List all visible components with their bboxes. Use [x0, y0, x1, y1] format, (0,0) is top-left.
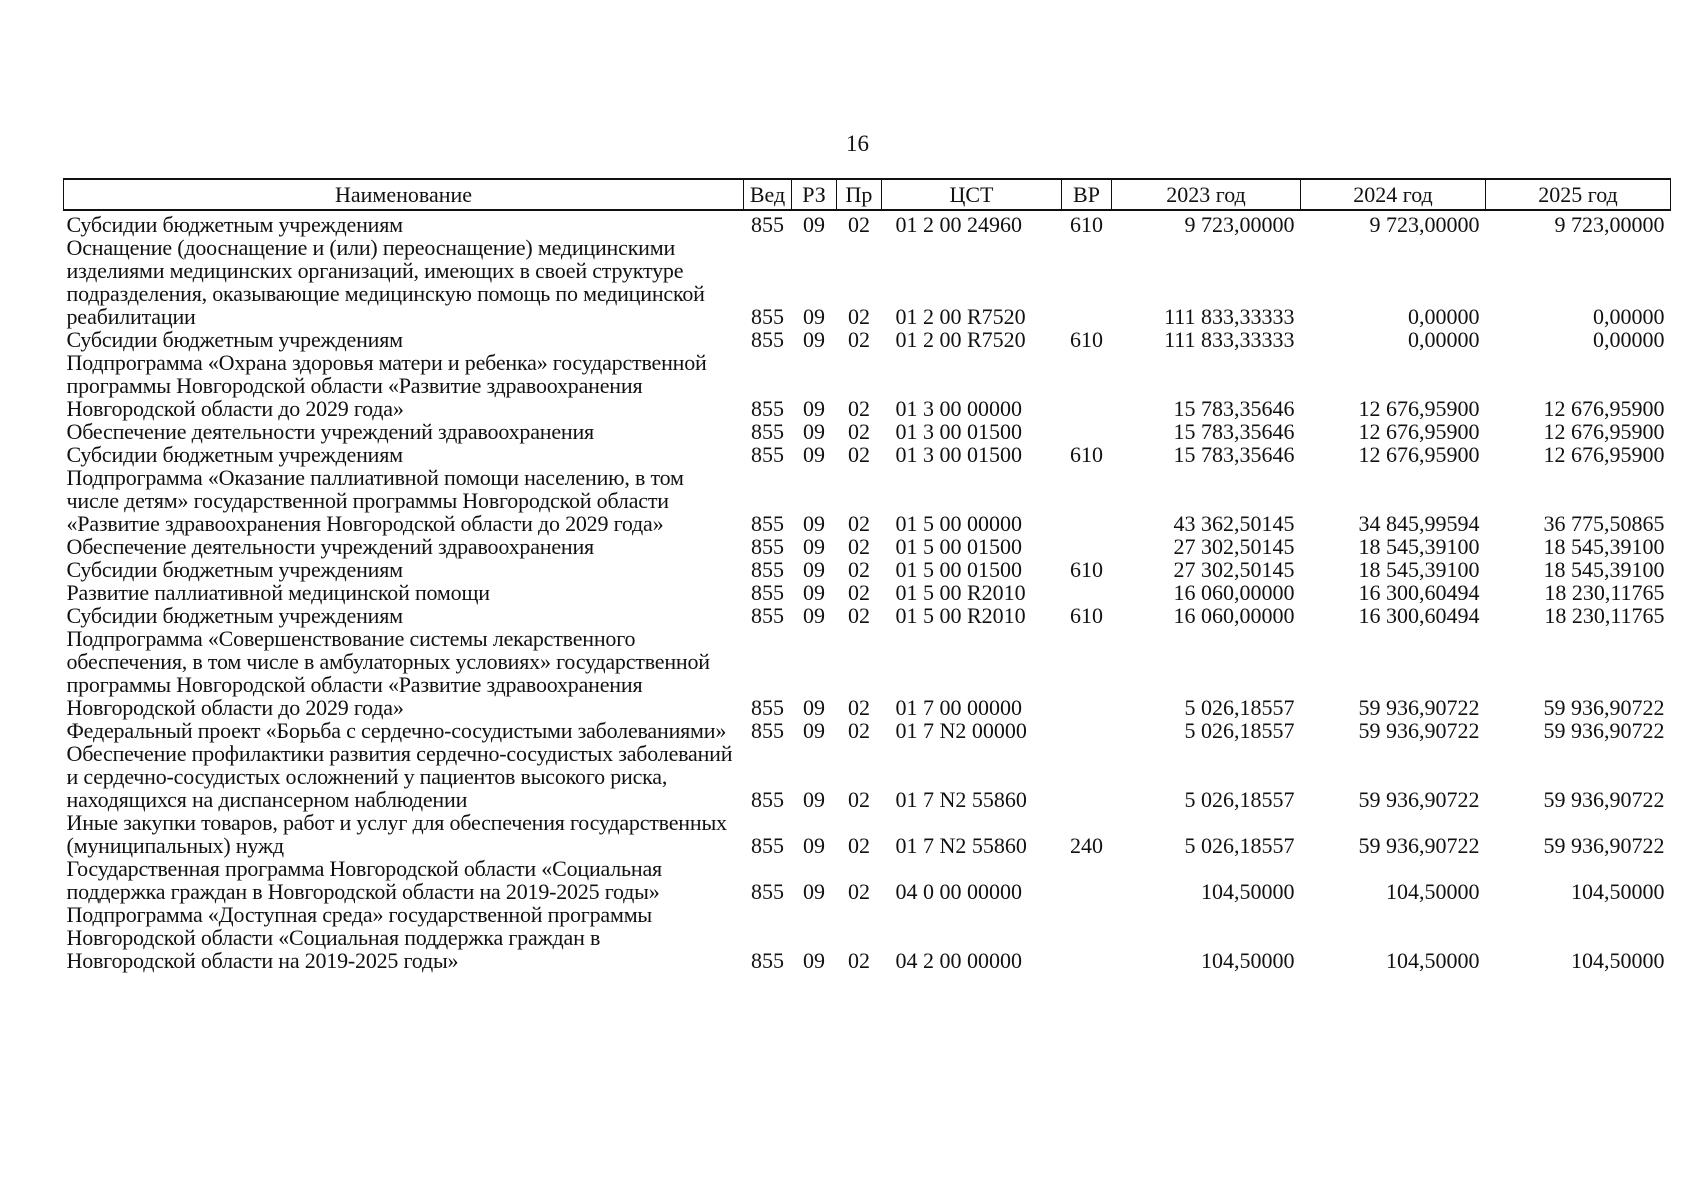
cell-cst: 01 2 00 R7520 — [895, 304, 1026, 329]
cell-2025: 104,50000 — [1571, 948, 1665, 973]
cell-ved: 855 — [751, 511, 784, 536]
cell-ved: 855 — [751, 695, 784, 720]
cell-pr: 02 — [848, 787, 870, 812]
cell-2023: 16 060,00000 — [1173, 603, 1295, 628]
cell-ved: 855 — [751, 557, 784, 582]
cell-vr: 610 — [1070, 442, 1103, 467]
col-header-2025: 2025 год — [1486, 179, 1671, 210]
cell-2023: 15 783,35646 — [1173, 396, 1295, 421]
cell-vr: 610 — [1070, 327, 1103, 352]
cell-rz: 09 — [803, 396, 825, 421]
cell-cst: 01 5 00 R2010 — [895, 580, 1026, 605]
cell-rz: 09 — [803, 212, 825, 237]
cell-rz: 09 — [803, 327, 825, 352]
cell-vr — [1062, 903, 1112, 972]
cell-2024: 16 300,60494 — [1358, 580, 1480, 605]
cell-vr: 240 — [1070, 833, 1103, 858]
table-row — [64, 443, 1671, 466]
cell-vr — [1062, 466, 1112, 535]
cell-2025: 12 676,95900 — [1543, 419, 1665, 444]
cell-rz: 09 — [803, 419, 825, 444]
cell-2024: 34 845,99594 — [1358, 511, 1480, 536]
cell-ved: 855 — [751, 534, 784, 559]
cell-pr: 02 — [848, 603, 870, 628]
cell-2025: 18 230,11765 — [1544, 580, 1665, 605]
cell-pr: 02 — [848, 580, 870, 605]
cell-pr: 02 — [848, 419, 870, 444]
cell-2024: 12 676,95900 — [1358, 419, 1480, 444]
table-row — [64, 236, 1671, 328]
table-row — [64, 210, 1671, 236]
cell-cst: 01 7 N2 00000 — [895, 718, 1027, 743]
cell-vr: 610 — [1070, 603, 1103, 628]
cell-vr — [1062, 351, 1112, 420]
cell-ved: 855 — [751, 442, 784, 467]
cell-pr: 02 — [848, 948, 870, 973]
cell-2024: 16 300,60494 — [1358, 603, 1480, 628]
cell-vr — [1062, 236, 1112, 328]
cell-2023: 5 026,18557 — [1184, 695, 1295, 720]
col-header-rz: РЗ — [792, 179, 837, 210]
cell-2025: 59 936,90722 — [1543, 718, 1665, 743]
cell-ved: 855 — [751, 580, 784, 605]
cell-cst: 04 0 00 00000 — [895, 879, 1022, 904]
cell-rz: 09 — [803, 603, 825, 628]
cell-2023: 15 783,35646 — [1173, 442, 1295, 467]
cell-cst: 01 7 N2 55860 — [895, 833, 1027, 858]
cell-name: Оснащение (дооснащение и (или) переоснащение) медицинскими изделиями медицинских организаций, имеющих в своей структуре подразделения, оказывающие медицинскую помощь по медицинской реабилитации — [66, 235, 705, 329]
cell-name: Иные закупки товаров, работ и услуг для обеспечения государственных (муниципальных) нужд — [66, 810, 727, 858]
cell-2025: 59 936,90722 — [1543, 833, 1665, 858]
cell-2025: 12 676,95900 — [1543, 442, 1665, 467]
table-header-row — [64, 179, 1671, 210]
cell-cst: 01 3 00 00000 — [895, 396, 1022, 421]
table-row — [64, 328, 1671, 351]
cell-2024: 0,00000 — [1408, 327, 1480, 352]
cell-cst: 01 7 N2 55860 — [895, 787, 1027, 812]
table-row — [64, 719, 1671, 742]
cell-vr — [1062, 535, 1112, 558]
cell-ved: 855 — [751, 879, 784, 904]
cell-ved: 855 — [751, 327, 784, 352]
cell-name: Подпрограмма «Охрана здоровья матери и ребенка» государственной программы Новгородской области «Развитие здравоохранения Новгородской области до 2029 года» — [66, 350, 707, 421]
cell-rz: 09 — [803, 948, 825, 973]
cell-vr — [1062, 719, 1112, 742]
cell-rz: 09 — [803, 557, 825, 582]
cell-rz: 09 — [803, 787, 825, 812]
col-header-2024: 2024 год — [1301, 179, 1486, 210]
cell-pr: 02 — [848, 695, 870, 720]
cell-2023: 5 026,18557 — [1184, 718, 1295, 743]
cell-ved: 855 — [751, 718, 784, 743]
cell-2023: 9 723,00000 — [1184, 212, 1295, 237]
cell-cst: 01 2 00 R7520 — [895, 327, 1026, 352]
cell-pr: 02 — [848, 557, 870, 582]
cell-2025: 18 545,39100 — [1543, 557, 1665, 582]
col-header-name: Наименование — [64, 179, 744, 210]
cell-2025: 104,50000 — [1571, 879, 1665, 904]
cell-pr: 02 — [848, 396, 870, 421]
cell-name: Федеральный проект «Борьба с сердечно-сосудистыми заболеваниями» — [66, 718, 727, 743]
cell-2023: 43 362,50145 — [1173, 511, 1295, 536]
cell-2023: 15 783,35646 — [1173, 419, 1295, 444]
cell-2025: 59 936,90722 — [1543, 695, 1665, 720]
cell-name: Обеспечение профилактики развития сердечно-сосудистых заболеваний и сердечно-сосудистых осложнений у пациентов высокого риска, находящихся на диспансерном наблюдении — [66, 741, 733, 812]
cell-rz: 09 — [803, 833, 825, 858]
col-header-ved: Вед — [744, 179, 792, 210]
cell-pr: 02 — [848, 511, 870, 536]
cell-2025: 0,00000 — [1593, 327, 1665, 352]
cell-2023: 5 026,18557 — [1184, 787, 1295, 812]
cell-rz: 09 — [803, 718, 825, 743]
cell-2023: 111 833,33333 — [1164, 304, 1295, 329]
cell-cst: 04 2 00 00000 — [895, 948, 1022, 973]
table-body — [64, 210, 1671, 972]
page-number: 16 — [846, 131, 869, 156]
cell-2024: 59 936,90722 — [1358, 695, 1480, 720]
cell-rz: 09 — [803, 511, 825, 536]
cell-2024: 18 545,39100 — [1358, 557, 1480, 582]
cell-name: Субсидии бюджетным учреждениям — [66, 442, 403, 467]
cell-ved: 855 — [751, 396, 784, 421]
cell-2024: 9 723,00000 — [1369, 212, 1480, 237]
cell-2024: 0,00000 — [1408, 304, 1480, 329]
cell-2023: 104,50000 — [1201, 879, 1295, 904]
cell-name: Обеспечение деятельности учреждений здравоохранения — [66, 419, 594, 444]
cell-2024: 12 676,95900 — [1358, 442, 1480, 467]
table-row — [64, 627, 1671, 719]
cell-rz: 09 — [803, 534, 825, 559]
cell-vr: 610 — [1070, 557, 1103, 582]
cell-cst: 01 5 00 00000 — [895, 511, 1022, 536]
cell-2023: 5 026,18557 — [1184, 833, 1295, 858]
cell-cst: 01 5 00 R2010 — [895, 603, 1026, 628]
table-row — [64, 558, 1671, 581]
cell-pr: 02 — [848, 718, 870, 743]
col-header-pr: Пр — [837, 179, 882, 210]
cell-2025: 0,00000 — [1593, 304, 1665, 329]
table-row — [64, 742, 1671, 811]
cell-ved: 855 — [751, 304, 784, 329]
cell-cst: 01 5 00 01500 — [895, 557, 1022, 582]
cell-ved: 855 — [751, 212, 784, 237]
cell-cst: 01 3 00 01500 — [895, 442, 1022, 467]
cell-2025: 12 676,95900 — [1543, 396, 1665, 421]
cell-2025: 9 723,00000 — [1554, 212, 1665, 237]
cell-vr — [1062, 857, 1112, 903]
cell-ved: 855 — [751, 833, 784, 858]
cell-ved: 855 — [751, 787, 784, 812]
cell-name: Обеспечение деятельности учреждений здравоохранения — [66, 534, 594, 559]
table-row — [64, 420, 1671, 443]
cell-2023: 16 060,00000 — [1173, 580, 1295, 605]
cell-2024: 104,50000 — [1386, 879, 1480, 904]
cell-vr: 610 — [1070, 212, 1103, 237]
cell-name: Подпрограмма «Оказание паллиативной помощи населению, в том числе детям» государственной программы Новгородской области «Развитие здравоохранения Новгородской области до 2029 года» — [66, 465, 684, 536]
cell-cst: 01 7 00 00000 — [895, 695, 1022, 720]
cell-name: Подпрограмма «Доступная среда» государственной программы Новгородской области «Социальная поддержка граждан в Новгородской области на 2019-2025 годы» — [66, 902, 653, 973]
cell-2024: 59 936,90722 — [1358, 718, 1480, 743]
cell-rz: 09 — [803, 879, 825, 904]
cell-cst: 01 5 00 01500 — [895, 534, 1022, 559]
cell-pr: 02 — [848, 212, 870, 237]
cell-vr — [1062, 581, 1112, 604]
cell-vr — [1062, 627, 1112, 719]
cell-rz: 09 — [803, 304, 825, 329]
table-row — [64, 857, 1671, 903]
table-row — [64, 604, 1671, 627]
cell-ved: 855 — [751, 948, 784, 973]
cell-ved: 855 — [751, 603, 784, 628]
cell-2025: 18 545,39100 — [1543, 534, 1665, 559]
cell-name: Подпрограмма «Совершенствование системы лекарственного обеспечения, в том числе в амбулаторных условиях» государственной программы Новгородской области «Развитие здравоохранения Новгородской области до 2029 года» — [66, 626, 710, 720]
table-row — [64, 351, 1671, 420]
cell-pr: 02 — [848, 833, 870, 858]
cell-2025: 59 936,90722 — [1543, 787, 1665, 812]
cell-2023: 27 302,50145 — [1173, 557, 1295, 582]
table-row — [64, 811, 1671, 857]
cell-2024: 12 676,95900 — [1358, 396, 1480, 421]
cell-name: Субсидии бюджетным учреждениям — [66, 327, 403, 352]
cell-2023: 104,50000 — [1201, 948, 1295, 973]
cell-2024: 59 936,90722 — [1358, 833, 1480, 858]
cell-name: Развитие паллиативной медицинской помощи — [66, 580, 490, 605]
cell-rz: 09 — [803, 695, 825, 720]
cell-pr: 02 — [848, 534, 870, 559]
cell-2023: 27 302,50145 — [1173, 534, 1295, 559]
cell-pr: 02 — [848, 879, 870, 904]
cell-vr — [1062, 420, 1112, 443]
cell-2024: 18 545,39100 — [1358, 534, 1480, 559]
cell-2024: 59 936,90722 — [1358, 787, 1480, 812]
table-row — [64, 903, 1671, 972]
cell-vr — [1062, 742, 1112, 811]
cell-pr: 02 — [848, 327, 870, 352]
table-row — [64, 535, 1671, 558]
cell-pr: 02 — [848, 304, 870, 329]
cell-pr: 02 — [848, 442, 870, 467]
cell-rz: 09 — [803, 442, 825, 467]
cell-cst: 01 3 00 01500 — [895, 419, 1022, 444]
budget-table — [63, 178, 1671, 972]
cell-name: Государственная программа Новгородской области «Социальная поддержка граждан в Новгородской области на 2019-2025 годы» — [66, 856, 662, 904]
col-header-vr: ВР — [1062, 179, 1112, 210]
cell-rz: 09 — [803, 580, 825, 605]
cell-name: Субсидии бюджетным учреждениям — [66, 603, 403, 628]
col-header-2023: 2023 год — [1112, 179, 1301, 210]
cell-cst: 01 2 00 24960 — [895, 212, 1022, 237]
cell-2025: 36 775,50865 — [1543, 511, 1665, 536]
table-row — [64, 581, 1671, 604]
cell-2024: 104,50000 — [1386, 948, 1480, 973]
cell-name: Субсидии бюджетным учреждениям — [66, 557, 403, 582]
cell-2025: 18 230,11765 — [1544, 603, 1665, 628]
col-header-cst: ЦСТ — [882, 179, 1062, 210]
cell-ved: 855 — [751, 419, 784, 444]
cell-2023: 111 833,33333 — [1164, 327, 1295, 352]
cell-name: Субсидии бюджетным учреждениям — [66, 212, 403, 237]
table-row — [64, 466, 1671, 535]
